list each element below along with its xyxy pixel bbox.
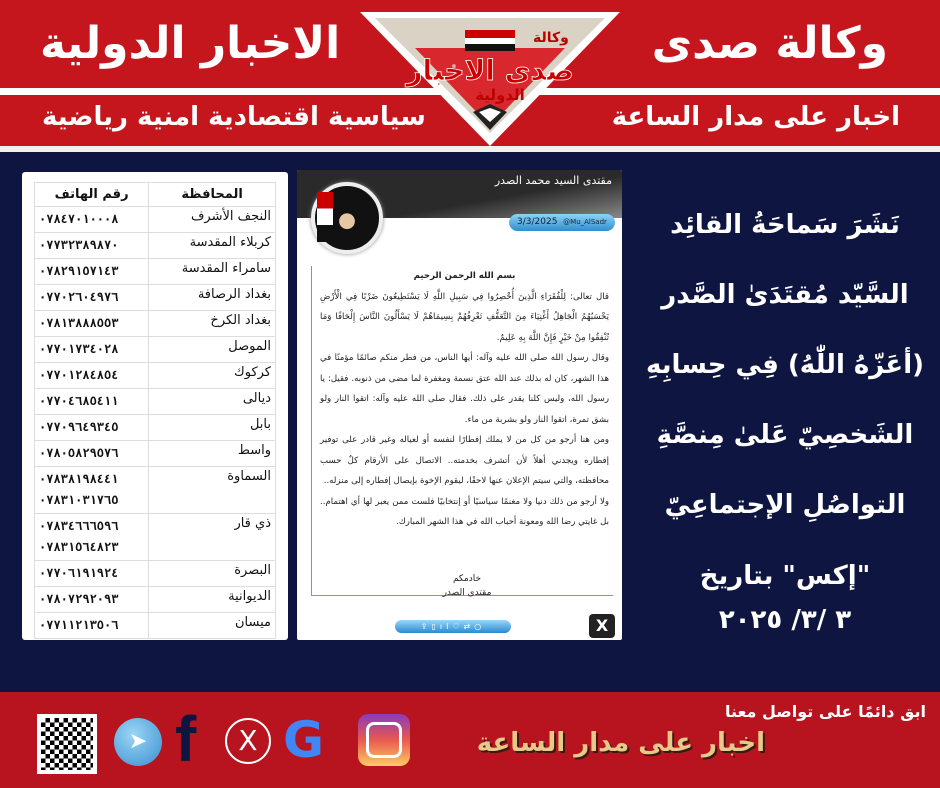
tweet-screenshot [297, 170, 622, 640]
bookmark-icon: ▯ [431, 622, 440, 631]
phone-cell [35, 466, 149, 513]
share-icon: ⇪ [420, 622, 432, 631]
province-cell: النجف الأشرف [149, 206, 276, 232]
telegram-icon[interactable]: ➤ [114, 718, 162, 766]
phone-cell [35, 586, 149, 612]
brand-subtitle: الاخبار الدولية [40, 18, 341, 69]
svg-text:وكالة: وكالة [533, 30, 569, 46]
footer-slogan: اخبار على مدار الساعة [476, 728, 765, 758]
phone-cell [35, 388, 149, 414]
phone-cell [35, 232, 149, 258]
x-logo-icon: X [589, 614, 615, 638]
stay-connected-text: ابق دائمًا على تواصل معنا [724, 702, 926, 721]
table-row [35, 388, 276, 414]
province-cell: بغداد الرصافة [149, 284, 276, 310]
headline-line: السَّيّد مُقتَدَىٰ الصَّدر [661, 280, 909, 310]
tagline: اخبار على مدار الساعة [611, 102, 900, 132]
phone-number: ٠٧٨٣٤٦٦٦٥٩٦ [39, 518, 119, 533]
qr-code[interactable] [37, 714, 97, 774]
header-banner [0, 0, 940, 152]
categories: سياسية اقتصادية امنية رياضية [42, 102, 426, 132]
phone-number: ٠٧٧٠٦١٩١٩٢٤ [39, 565, 119, 580]
province-cell: ديالى [149, 388, 276, 414]
svg-text:الدولية: الدولية [475, 86, 525, 104]
headline [640, 190, 930, 636]
signature: مقتدى الصدر [442, 588, 492, 598]
phone-number: ٠٧٨٠٥٨٢٩٥٧٦ [39, 445, 119, 460]
province-cell: ذي قار [149, 513, 276, 560]
headline-line: "إكس" بتاريخ [699, 561, 871, 591]
signoff: خادمكم [452, 574, 482, 584]
phone-cell [35, 310, 149, 336]
tweet-date: 3/3/2025 [517, 217, 558, 227]
province-cell: الموصل [149, 336, 276, 362]
instagram-icon[interactable] [358, 714, 410, 766]
province-phone-table [22, 172, 288, 640]
table-row [35, 284, 276, 310]
table-row [35, 310, 276, 336]
phone-number: ٠٧٧٠٢٦٠٤٩٧٦ [39, 289, 119, 304]
x-icon[interactable]: X [225, 718, 271, 764]
province-cell: كربلاء المقدسة [149, 232, 276, 258]
tweet-body [311, 266, 613, 596]
province-cell: واسط [149, 440, 276, 466]
column-header-phone: رقم الهاتف [35, 183, 149, 207]
phone-number: ٠٧٧٠٤٦٨٥٤١١ [39, 393, 119, 408]
signature-block [397, 572, 537, 600]
table-row [35, 232, 276, 258]
phone-number: ٠٧٨١٣٨٨٨٥٥٣ [39, 315, 119, 330]
column-header-province: المحافظة [149, 183, 276, 207]
phone-number: ٠٧٧٠١٢٨٤٨٥٤ [39, 367, 119, 382]
tweet-handle: @Mu_AlSadr [563, 218, 607, 226]
views-icon: ıl [439, 622, 453, 631]
phone-number: ٠٧٨٣٨١٩٨٤٤١ [39, 471, 119, 486]
table-row [35, 612, 276, 638]
phone-number: ٠٧٧٠٩٦٤٩٣٤٥ [39, 419, 119, 434]
phone-number: ٠٧٧٣٢٣٨٩٨٧٠ [39, 237, 119, 252]
headline-line: التواصُلِ الإجتماعِيّ [664, 490, 906, 520]
table-row [35, 466, 276, 513]
tweet-paragraph: قال تعالى: لِلْفُقَرَاءِ الَّذِينَ أُحْصِرُوا فِي سَبِيلِ اللَّهِ لَا يَسْتَطِيعُونَ ضَرْبًا فِي الْأَرْضِ يَحْسَبُهُمُ الْجَاهِلُ أَغْنِيَاءَ مِنَ التَّعَفُّفِ تَعْرِفُهُمْ بِسِيمَاهُمْ لَا يَسْأَلُونَ النَّاسَ إِلْحَافًا وَمَا تُنْفِقُوا مِنْ خَيْرٍ فَإِنَّ اللَّهَ بِهِ عَلِيمٌ. [320, 291, 609, 343]
table-row [35, 586, 276, 612]
table-row [35, 362, 276, 388]
table-row [35, 258, 276, 284]
tweet-paragraph: ولا أرجو من ذلك دنيا ولا مغنمًا سياسيًا أو إنتخابيًا فلست ممن يعبر لها أي اهتمام.. بل غايتي رضا الله ومعونة أحباب الله في هذا الشهر المبارك. [320, 496, 609, 527]
agency-logo [355, 8, 625, 148]
table-row [35, 513, 276, 560]
province-cell: السماوة [149, 466, 276, 513]
province-cell: بغداد الكرخ [149, 310, 276, 336]
province-cell: البصرة [149, 560, 276, 586]
svg-text:صدى الاخبار: صدى الاخبار [406, 54, 574, 87]
like-icon: ♡ [452, 622, 464, 631]
tweet-actions-bar [395, 620, 511, 633]
google-icon[interactable]: G [283, 711, 325, 769]
phone-cell [35, 284, 149, 310]
phone-cell [35, 560, 149, 586]
retweet-icon: ⇄ [463, 622, 475, 631]
table-row [35, 414, 276, 440]
province-cell: كركوك [149, 362, 276, 388]
phone-number: ٠٧٨٠٧٢٩٢٠٩٣ [39, 591, 119, 606]
phone-number: ٠٧٧١١٢١٣٥٠٦ [39, 617, 119, 632]
account-name: مقتدى السيد محمد الصدر [494, 174, 612, 187]
basmala: بسم الله الرحمن الرحيم [413, 271, 516, 281]
phone-number: ٠٧٨٤٧٠١٠٠٠٨ [39, 211, 119, 226]
province-cell: بابل [149, 414, 276, 440]
headline-line: نَشَرَ سَماحَةُ القائِد [670, 210, 900, 240]
tweet-paragraph: ومن هنا أرجو من كل من لا يملك إفطارًا لنفسه أو لعياله وغير قادر على توفير إفطاره ويجدني أهلاً لأن أتشرف بخدمته.. الاتصال على الأرقام كلٌ حسب محافظته، والتي سيتم الإعلان عنها لاحقًا، ليقوم الإخوة بإيصال إفطاره إلى منزله.. [320, 435, 609, 486]
tweet-paragraph: وقال رسول الله صلى الله عليه وآله: أيها الناس، من فطر منكم صائمًا مؤمنًا في هذا الشهر، كان له بذلك عند الله عتق نسمة ومغفرة لما مضى من ذنوبه. فقيل: يا رسول الله، وليس كلنا يقدر على ذلك. فقال صلى الله عليه وآله: اتقوا النار ولو بشق تمرة، اتقوا النار ولو بشربة من ماء. [320, 353, 609, 425]
footer [0, 692, 940, 788]
table-row [35, 440, 276, 466]
phone-cell [35, 440, 149, 466]
phone-cell [35, 206, 149, 232]
phone-cell [35, 258, 149, 284]
headline-line: (أعَزّهُ اللّٰهُ) فِي حِسابِهِ [646, 350, 924, 380]
phone-number: ٠٧٧٠١٧٣٤٠٢٨ [39, 341, 119, 356]
province-cell: ميسان [149, 612, 276, 638]
headline-date: ٣ /٣/ ٢٠٢٥ [718, 605, 852, 635]
phone-cell [35, 336, 149, 362]
phone-number: ٠٧٨٢٩١٥٧١٤٣ [39, 263, 119, 278]
table-row [35, 560, 276, 586]
phone-cell [35, 362, 149, 388]
brand-name: وكالة صدى [651, 18, 888, 69]
table-row [35, 206, 276, 232]
table-row [35, 336, 276, 362]
phone-cell [35, 513, 149, 560]
phone-number: ٠٧٨٣١٥٦٤٨٢٣ [39, 539, 119, 554]
headline-line: الشَخصِيّ عَلىٰ مِنصَّةِ [656, 420, 914, 450]
phone-cell [35, 612, 149, 638]
iraq-flag-icon [317, 192, 333, 242]
province-cell: سامراء المقدسة [149, 258, 276, 284]
reply-icon: ○ [474, 622, 486, 631]
tweet-date-pill [509, 214, 615, 231]
phone-number: ٠٧٨٣١٠٣١٧٦٥ [39, 492, 119, 507]
facebook-icon[interactable]: f [175, 703, 197, 775]
province-cell: الديوانية [149, 586, 276, 612]
phone-cell [35, 414, 149, 440]
